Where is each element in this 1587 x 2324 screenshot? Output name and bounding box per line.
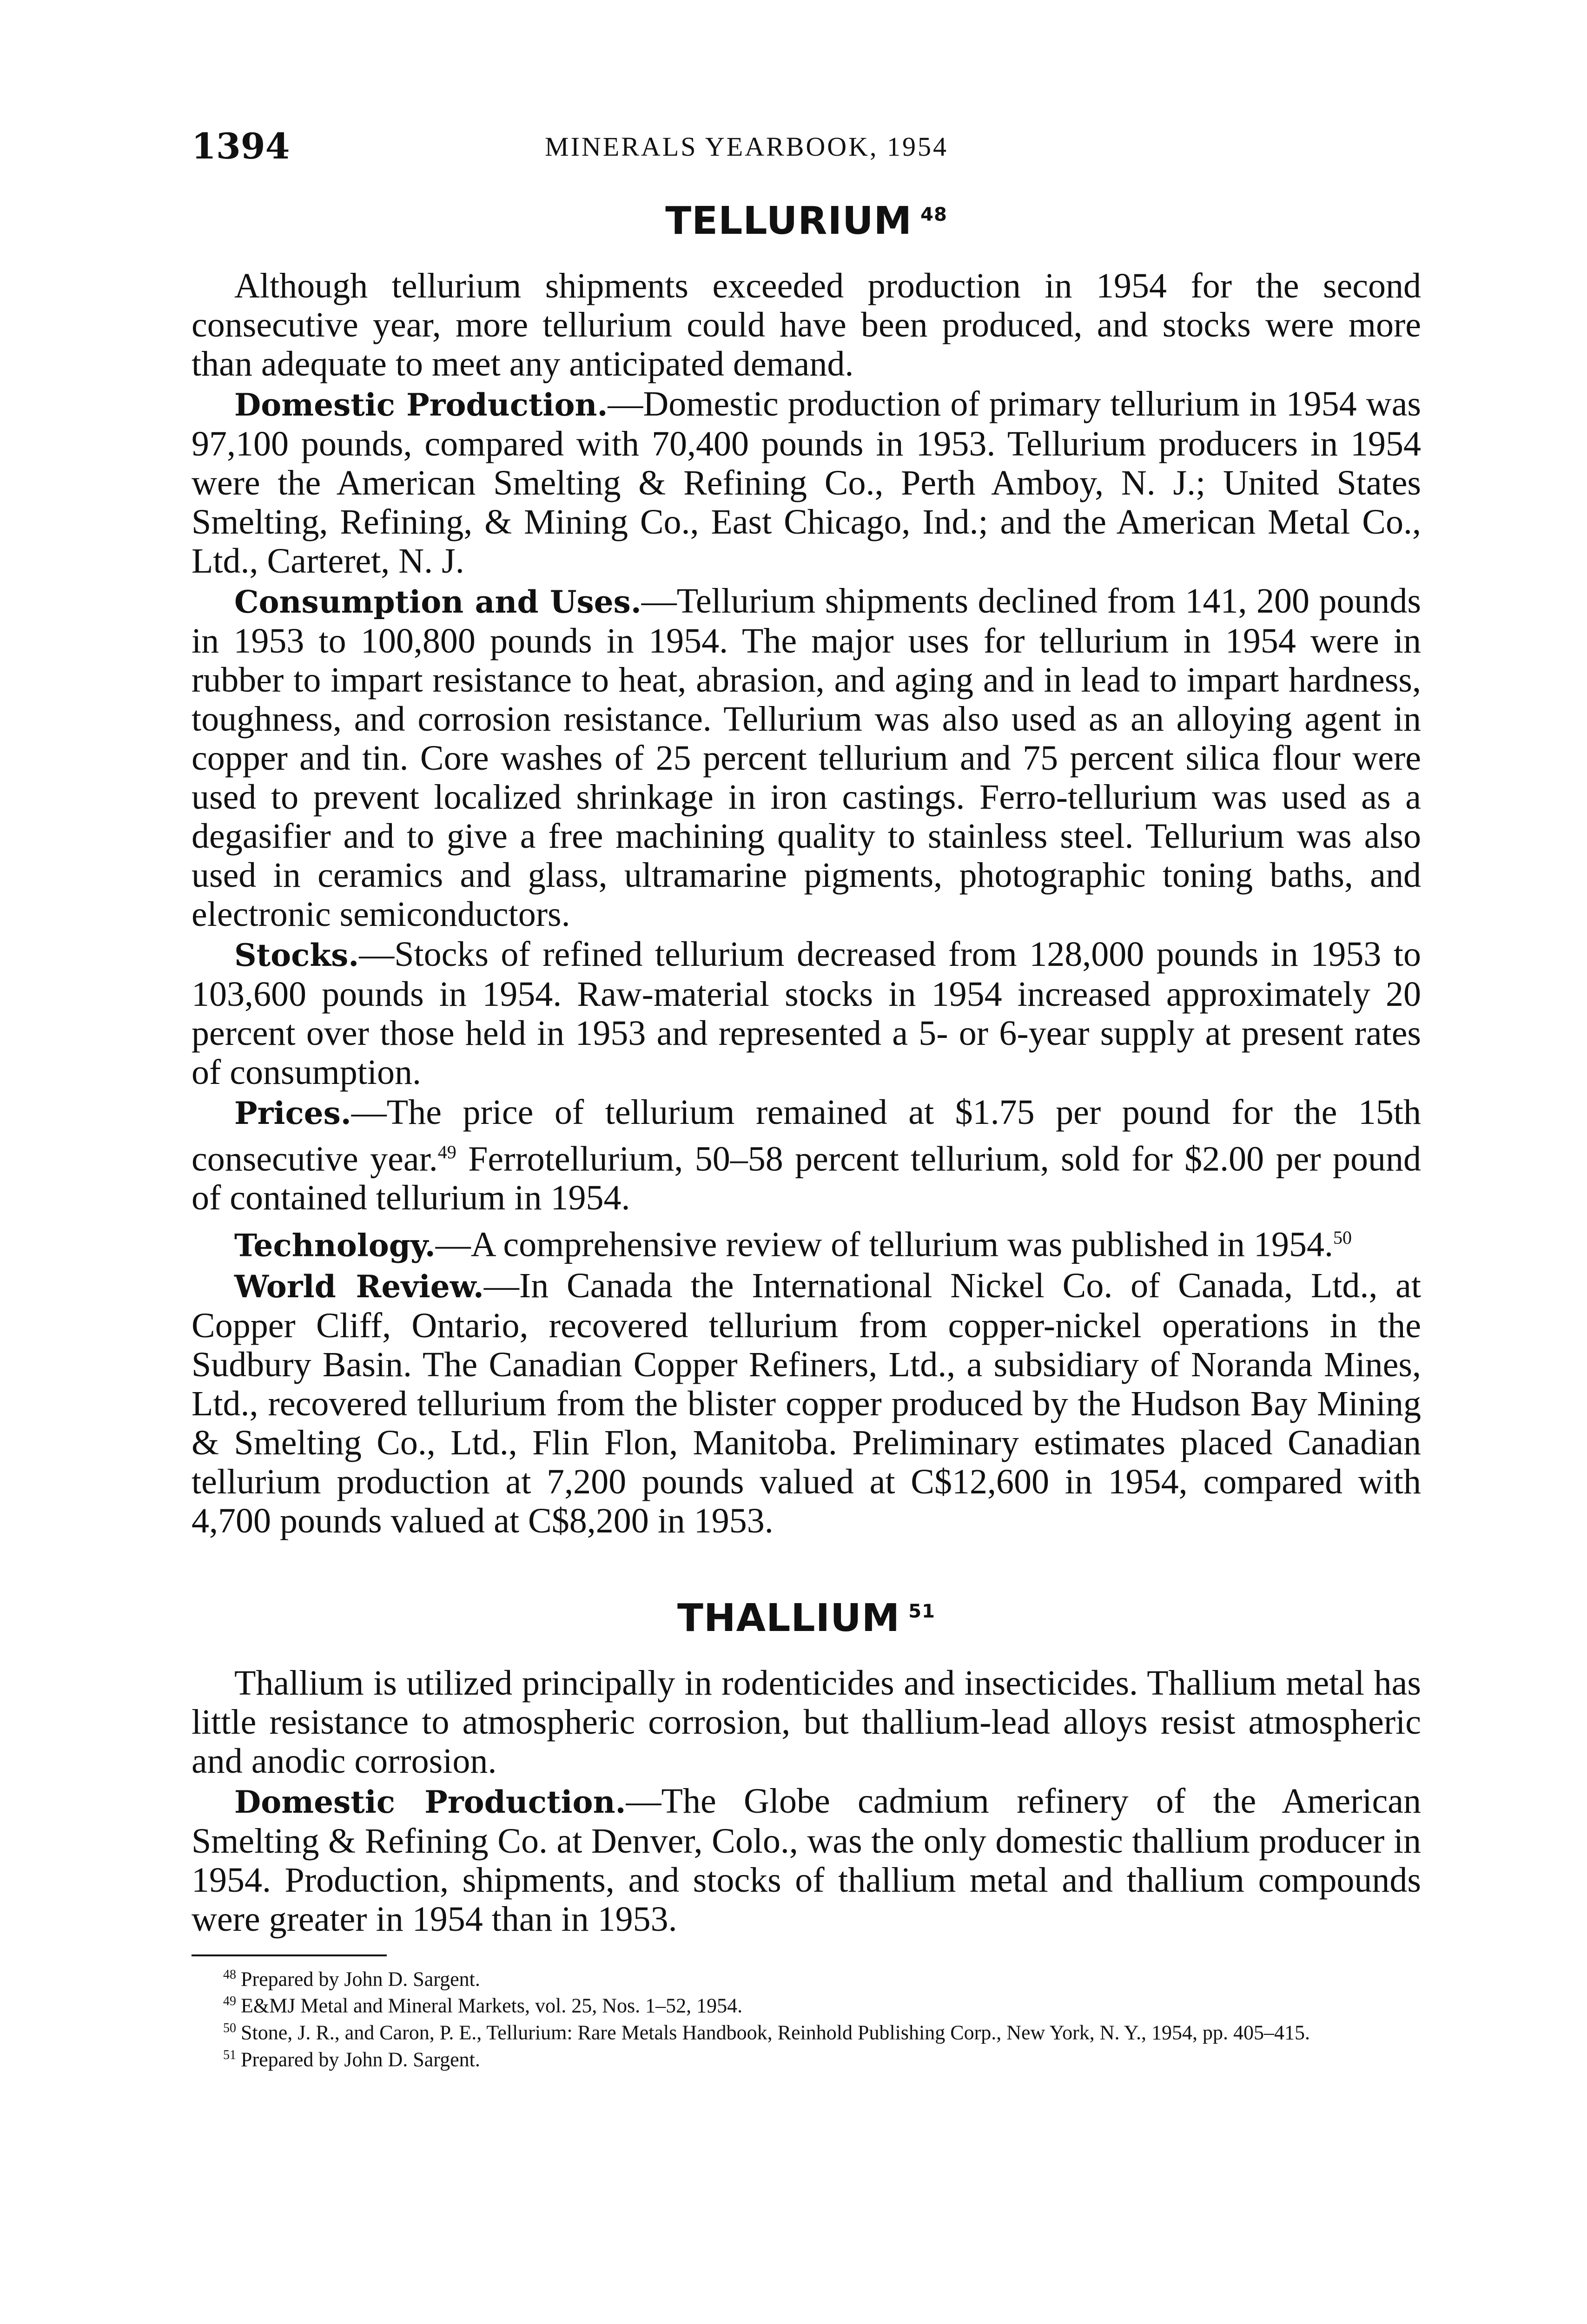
paragraph-text: —The price of tellurium remained at $1.75 per pound for the 15th consecutive year. <box>192 1093 1421 1179</box>
running-header <box>192 125 1421 177</box>
paragraph-text: —Stocks of refined tellurium decreased from 128,000 pounds in 1953 to 103,600 pounds in 1954. Raw-material stocks in 1954 increased approximately 20 percent over those held in 1953 and represented a 5- or 6-year supply at present rates of consumption. <box>192 935 1421 1092</box>
footnote-number: 49 <box>223 1994 236 2009</box>
paragraph-world-review <box>192 1266 1421 1540</box>
footnote <box>192 1990 1421 2017</box>
paragraph-domestic-production <box>192 1782 1421 1939</box>
thallium-section <box>192 1596 1421 1939</box>
paragraph-intro: Although tellurium shipments exceeded production in 1954 for the second consecutive year, more tellurium could have been produced, and stocks were more than adequate to meet any anticipated demand. <box>192 266 1421 383</box>
footnote-text: Stone, J. R., and Caron, P. E., Tellurium: Rare Metals Handbook, Reinhold Publishing Corp., New York, N. Y., 1954, pp. 405–415. <box>241 2021 1310 2044</box>
footnote-number: 48 <box>223 1967 236 1982</box>
paragraph-domestic-production <box>192 384 1421 581</box>
run-in-heading: World Review. <box>234 1268 484 1305</box>
paragraph-text: Ferrotellurium, 50–58 percent tellurium, sold for $2.00 per pound of contained tellurium in 1954. <box>192 1139 1421 1218</box>
footnotes <box>192 1964 1421 2071</box>
footnote-ref: 48 <box>920 204 947 225</box>
footnote-number: 51 <box>223 2047 236 2062</box>
footnote-number: 50 <box>223 2020 236 2035</box>
footnote-ref: 50 <box>1333 1227 1352 1248</box>
running-title: MINERALS YEARBOOK, 1954 <box>545 132 949 162</box>
run-in-heading: Prices. <box>234 1095 351 1131</box>
section-title-text: THALLIUM <box>677 1596 900 1640</box>
run-in-heading: Technology. <box>234 1227 436 1264</box>
run-in-heading: Domestic Production. <box>234 1783 626 1820</box>
footnote <box>192 2017 1421 2044</box>
paragraph-text: —In Canada the International Nickel Co. of Canada, Ltd., at Copper Cliff, Ontario, recovered tellurium from copper-nickel operations in the Sudbury Basin. The Canadian Copper Refiners, Ltd., a subsidiary of Noranda Mines, Ltd., recovered tellurium from the blister copper produced by the Hudson Bay Mining & Smelting Co., Ltd., Flin Flon, Manitoba. Preliminary estimates placed Canadian tellurium production at 7,200 pounds valued at C$12,600 in 1954, compared with 4,700 pounds valued at C$8,200 in 1953. <box>192 1266 1422 1540</box>
run-in-heading: Stocks. <box>234 937 359 973</box>
footnote-rule <box>192 1954 387 1956</box>
paragraph-text: —A comprehensive review of tellurium was published in 1954. <box>435 1225 1334 1264</box>
document-page <box>192 125 1421 2071</box>
paragraph-consumption <box>192 581 1421 934</box>
run-in-heading: Domestic Production. <box>234 387 608 423</box>
footnote-text: Prepared by John D. Sargent. <box>241 2048 480 2071</box>
footnote-ref: 49 <box>437 1142 456 1162</box>
footnote <box>192 2044 1421 2071</box>
paragraph-text: —Domestic production of primary tellurium in 1954 was 97,100 pounds, compared with 70,400 pounds in 1953. Tellurium producers in 1954 were the American Smelting & Refining Co., Perth Amboy, N. J.; United States Smelting, Refining, & Mining Co., East Chicago, Ind.; and the American Metal Co., Ltd., Carteret, N. J. <box>192 384 1421 581</box>
paragraph-stocks <box>192 935 1421 1092</box>
section-title-thallium <box>192 1596 1421 1640</box>
paragraph-text: —Tellurium shipments declined from 141, 200 pounds in 1953 to 100,800 pounds in 1954. The major uses for tellurium in 1954 were in rubber to impart resistance to heat, abrasion, and aging and in lead to impart hardness, toughness, and corrosion resistance. Tellurium was also used as an alloying agent in copper and tin. Core washes of 25 percent tellurium and 75 percent silica flour were used to prevent localized shrinkage in iron castings. Ferro-tellurium was used as a degasifier and to give a free machining quality to stainless steel. Tellurium was also used in ceramics and glass, ultramarine pigments, photographic toning baths, and electronic semiconductors. <box>192 581 1421 934</box>
paragraph-prices <box>192 1093 1421 1217</box>
paragraph-intro: Thallium is utilized principally in rodenticides and insecticides. Thallium metal has little resistance to atmospheric corrosion, but thallium-lead alloys resist atmospheric and anodic corrosion. <box>192 1663 1421 1781</box>
footnote-text: Prepared by John D. Sargent. <box>241 1967 480 1991</box>
tellurium-section <box>192 199 1421 1540</box>
paragraph-technology <box>192 1218 1421 1265</box>
section-title-tellurium <box>192 199 1421 243</box>
page-number: 1394 <box>192 125 290 167</box>
footnote-ref: 51 <box>908 1601 935 1623</box>
footnote-text: E&MJ Metal and Mineral Markets, vol. 25, Nos. 1–52, 1954. <box>241 1994 743 2017</box>
paragraph-text: —The Globe cadmium refinery of the American Smelting & Refining Co. at Denver, Colo., was the only domestic thallium producer in 1954. Production, shipments, and stocks of thallium metal and thallium compounds were greater in 1954 than in 1953. <box>192 1781 1421 1939</box>
run-in-heading: Consumption and Uses. <box>234 584 641 620</box>
section-title-text: TELLURIUM <box>665 199 913 243</box>
footnote <box>192 1964 1421 1991</box>
